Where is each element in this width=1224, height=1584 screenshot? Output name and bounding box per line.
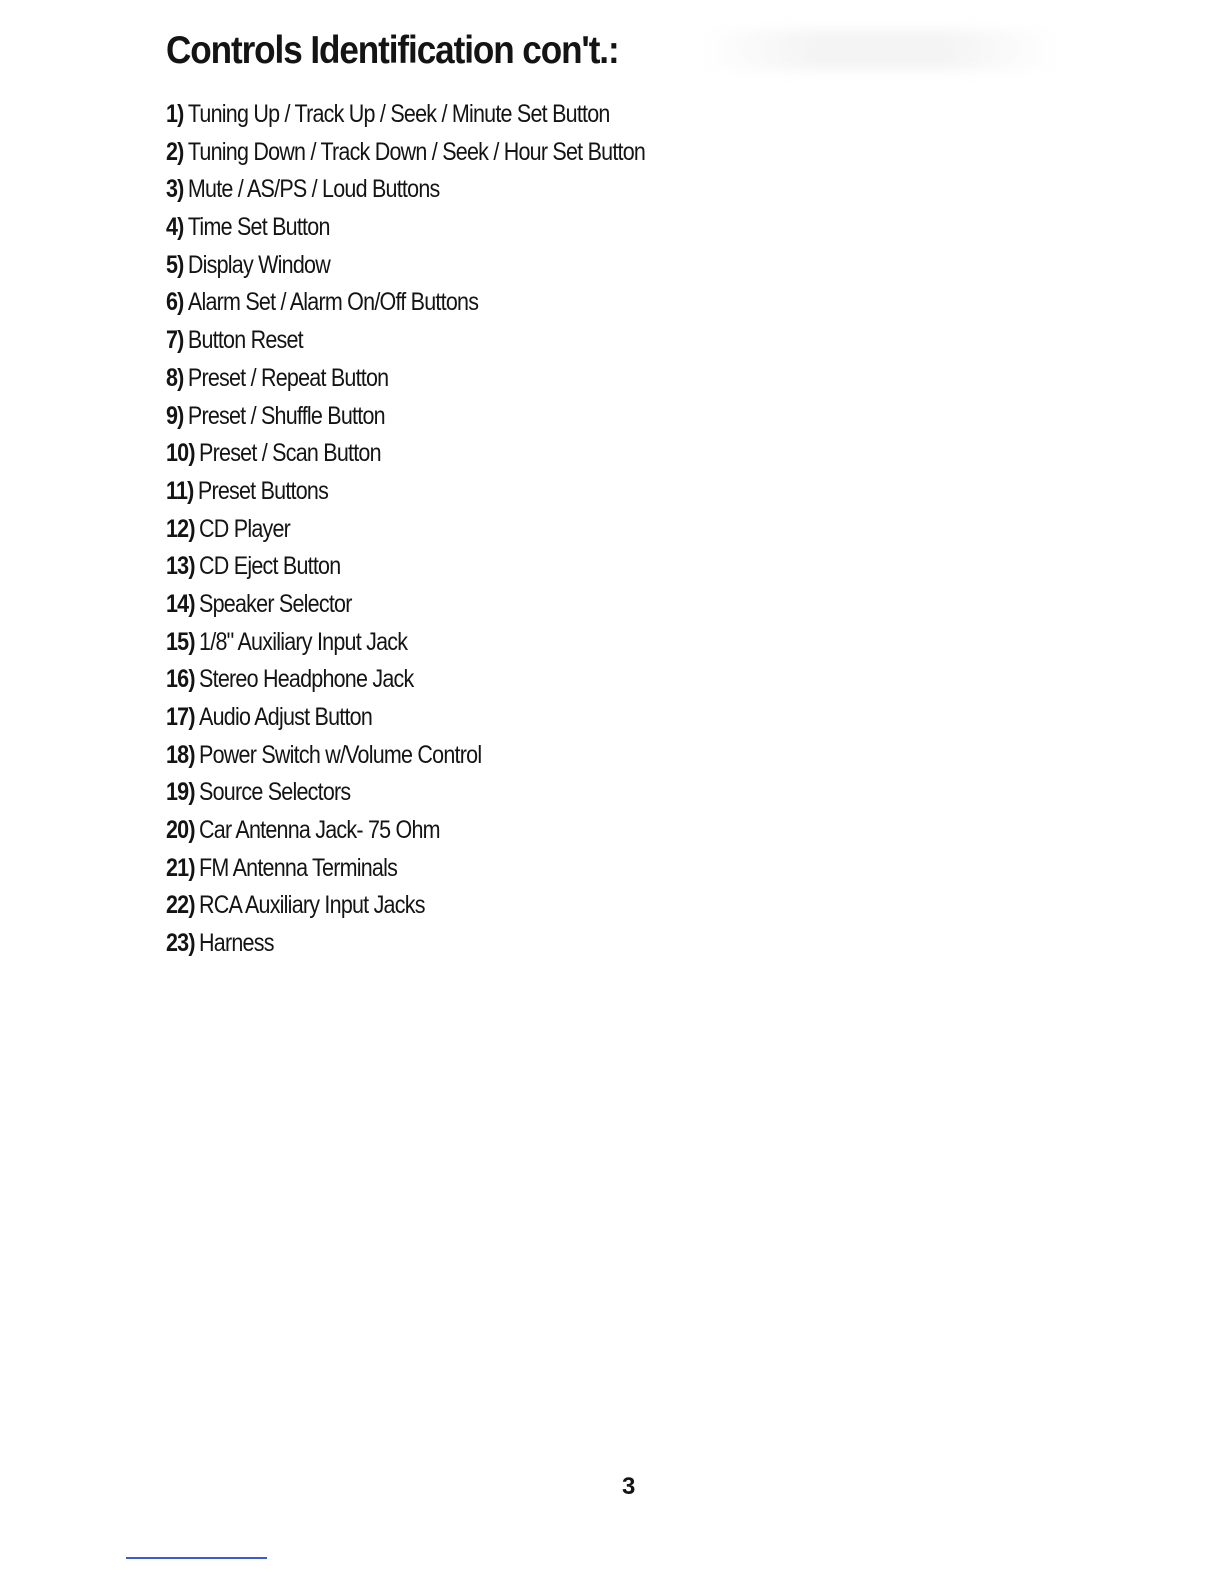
item-label: Speaker Selector xyxy=(199,589,352,618)
item-number: 23) xyxy=(166,929,195,958)
list-item xyxy=(166,812,645,850)
item-number: 2) xyxy=(166,137,184,166)
list-item xyxy=(166,925,645,963)
footer-rule xyxy=(126,1557,267,1559)
list-item xyxy=(166,850,645,888)
list-item xyxy=(166,322,645,360)
item-number: 4) xyxy=(166,213,184,242)
item-number: 10) xyxy=(166,439,195,468)
controls-list xyxy=(166,96,723,963)
item-label: Preset / Repeat Button xyxy=(187,363,389,392)
item-number: 3) xyxy=(166,175,184,204)
item-number: 14) xyxy=(166,589,195,618)
list-item xyxy=(166,624,645,662)
item-label: Car Antenna Jack- 75 Ohm xyxy=(199,816,440,845)
item-number: 9) xyxy=(166,401,184,430)
item-label: Display Window xyxy=(187,250,330,279)
item-number: 8) xyxy=(166,363,184,392)
list-item xyxy=(166,586,645,624)
item-number: 6) xyxy=(166,288,184,317)
page-title: Controls Identification con't.: xyxy=(166,29,619,72)
item-label: Tuning Down / Track Down / Seek / Hour Set Button xyxy=(187,137,646,166)
list-item xyxy=(166,737,645,775)
item-label: Mute / AS/PS / Loud Buttons xyxy=(187,175,440,204)
item-label: Preset / Scan Button xyxy=(199,439,381,468)
list-item xyxy=(166,398,645,436)
item-number: 20) xyxy=(166,816,195,845)
list-item xyxy=(166,134,645,172)
list-item xyxy=(166,435,645,473)
item-number: 17) xyxy=(166,703,195,731)
item-label: Power Switch w/Volume Control xyxy=(199,740,482,769)
item-label: Source Selectors xyxy=(199,778,351,807)
list-item xyxy=(166,699,645,737)
list-item xyxy=(166,284,645,322)
list-item xyxy=(166,360,645,398)
list-item xyxy=(166,774,645,812)
item-number: 22) xyxy=(166,891,195,920)
item-label: Stereo Headphone Jack xyxy=(199,665,414,694)
item-number: 13) xyxy=(166,552,195,581)
item-label: CD Eject Button xyxy=(199,552,341,581)
item-label: Preset Buttons xyxy=(197,476,329,505)
item-label: 1/8" Auxiliary Input Jack xyxy=(199,627,408,656)
item-label: Button Reset xyxy=(187,326,303,355)
list-item xyxy=(166,247,645,285)
item-number: 12) xyxy=(166,514,195,543)
item-label: RCA Auxiliary Input Jacks xyxy=(199,891,425,920)
page-number: 3 xyxy=(622,1473,636,1500)
item-number: 1) xyxy=(166,100,184,128)
item-label: Alarm Set / Alarm On/Off Buttons xyxy=(187,288,479,317)
item-number: 21) xyxy=(166,853,195,882)
list-item xyxy=(166,548,645,586)
list-item xyxy=(166,887,645,925)
item-number: 19) xyxy=(166,778,195,807)
item-number: 7) xyxy=(166,326,184,355)
list-item xyxy=(166,661,645,699)
item-label: Tuning Up / Track Up / Seek / Minute Set Button xyxy=(187,100,610,128)
item-label: Audio Adjust Button xyxy=(199,703,373,731)
bleed-through-shadow xyxy=(700,30,1060,70)
item-label: CD Player xyxy=(199,514,291,543)
list-item xyxy=(166,96,645,134)
list-item xyxy=(166,473,645,511)
item-number: 5) xyxy=(166,250,184,279)
list-item xyxy=(166,209,645,247)
item-label: Preset / Shuffle Button xyxy=(187,401,385,430)
list-item xyxy=(166,171,645,209)
list-item xyxy=(166,511,645,549)
item-number: 16) xyxy=(166,665,195,694)
item-number: 15) xyxy=(166,627,195,656)
item-label: Harness xyxy=(199,929,274,958)
item-label: FM Antenna Terminals xyxy=(199,853,398,882)
item-label: Time Set Button xyxy=(187,213,330,242)
item-number: 18) xyxy=(166,740,195,769)
item-number: 11) xyxy=(166,476,194,505)
